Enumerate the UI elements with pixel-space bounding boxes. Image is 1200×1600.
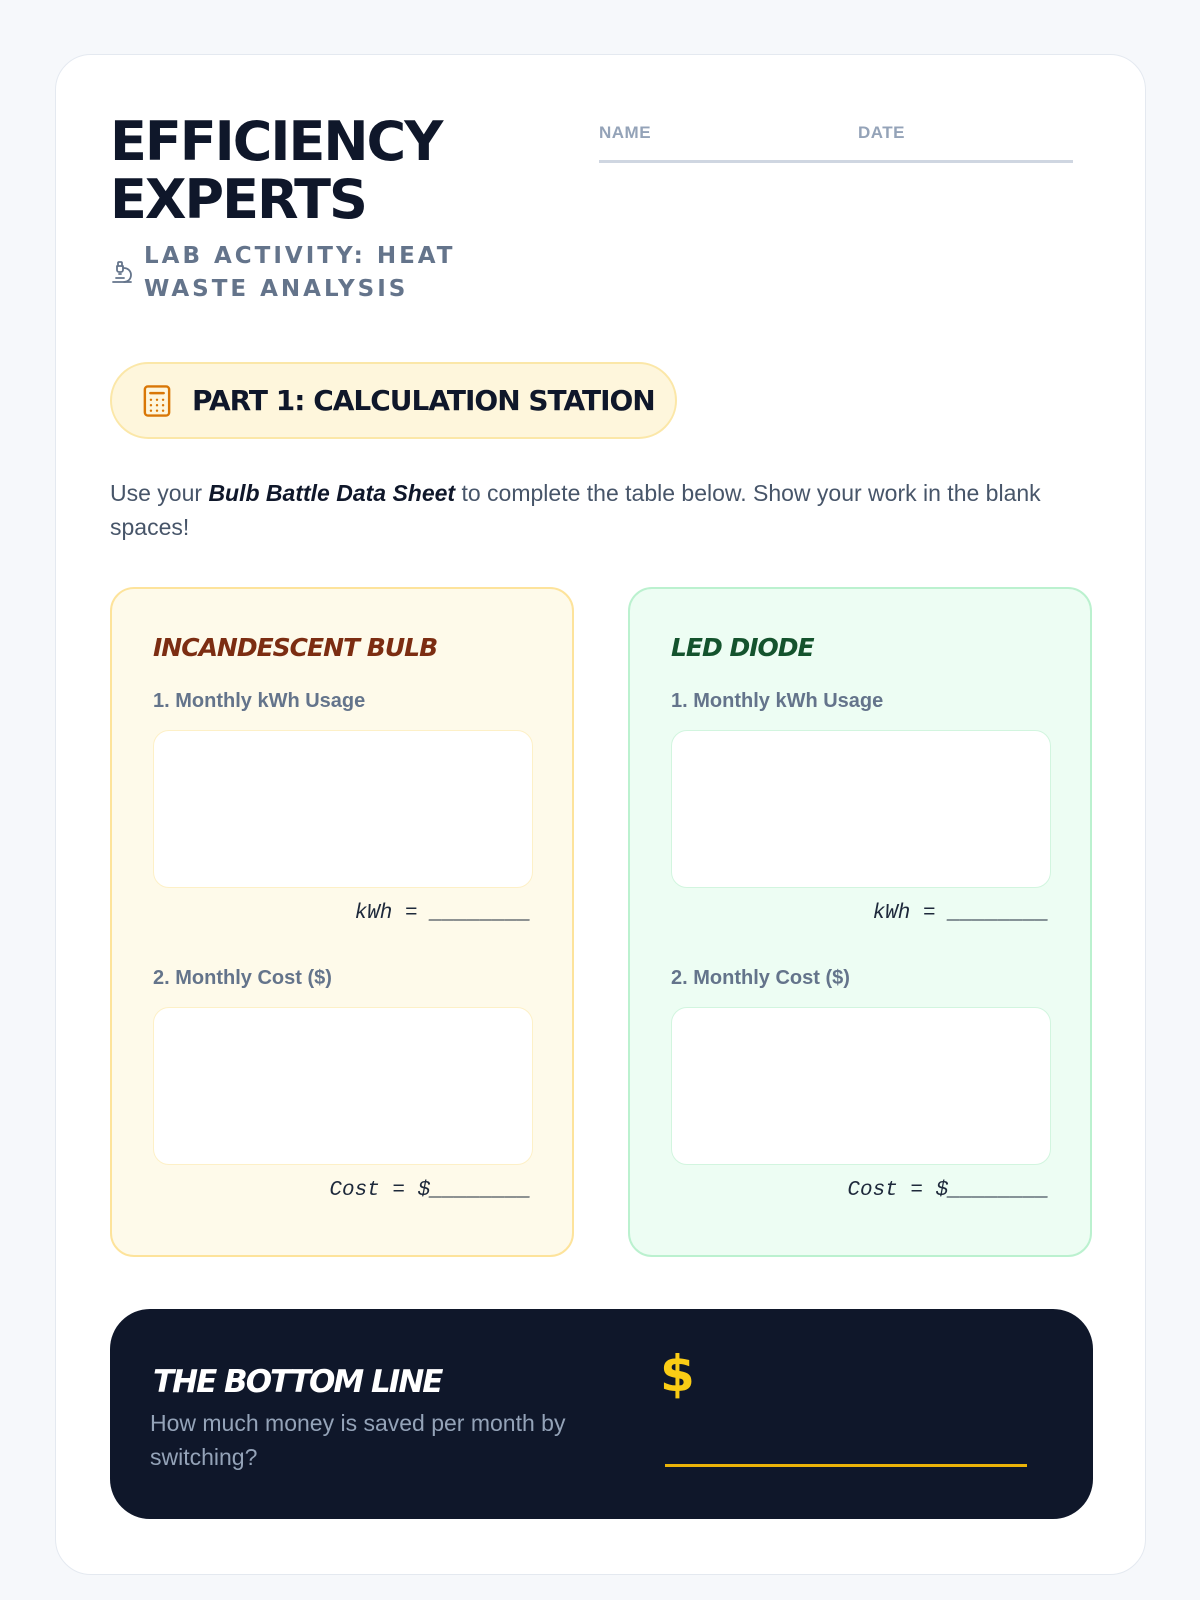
activity-subtitle: [110, 240, 550, 306]
bottom-line-question: How much money is saved per month by switching?: [150, 1410, 566, 1470]
incandescent-kwh-work-box[interactable]: [153, 730, 533, 888]
part-1-header: [110, 362, 677, 439]
led-kwh-work-box[interactable]: [671, 730, 1051, 888]
led-q2-label: 2. Monthly Cost ($): [671, 967, 850, 989]
incandescent-q2-label: 2. Monthly Cost ($): [153, 967, 332, 989]
dollar-sign: $: [660, 1345, 695, 1403]
subtitle-text: LAB ACTIVITY: HEAT WASTE ANALYSIS: [144, 243, 456, 302]
microscope-icon: [110, 260, 134, 284]
incandescent-title: INCANDESCENT BULB: [153, 633, 438, 662]
incandescent-cost-result[interactable]: Cost = $________: [329, 1179, 531, 1202]
instructions-emphasis: Bulb Battle Data Sheet: [208, 480, 456, 506]
incandescent-card: [110, 587, 574, 1257]
worksheet-title: [110, 110, 590, 231]
led-title: LED DIODE: [671, 633, 814, 662]
title-line-2: EXPERTS: [110, 168, 366, 231]
bottom-line-panel: [110, 1309, 1093, 1519]
led-card: [628, 587, 1092, 1257]
instructions-after: to complete the table below. Show your work in the blank spaces!: [110, 480, 1041, 540]
led-kwh-result[interactable]: kWh = ________: [872, 902, 1049, 925]
led-q1-label: 1. Monthly kWh Usage: [671, 690, 884, 712]
name-date-line[interactable]: [599, 123, 1073, 163]
instructions-text: [110, 476, 1070, 544]
incandescent-q1-label: 1. Monthly kWh Usage: [153, 690, 366, 712]
incandescent-kwh-result[interactable]: kWh = ________: [354, 902, 531, 925]
name-label: NAME: [599, 123, 652, 142]
incandescent-cost-work-box[interactable]: [153, 1007, 533, 1165]
worksheet-card: [55, 54, 1146, 1575]
instructions-before: Use your: [110, 480, 209, 506]
bottom-line-title: THE BOTTOM LINE: [153, 1364, 442, 1400]
date-label: DATE: [858, 123, 906, 142]
led-cost-result[interactable]: Cost = $________: [847, 1179, 1049, 1202]
part-1-label: PART 1: CALCULATION STATION: [192, 384, 655, 417]
led-cost-work-box[interactable]: [671, 1007, 1051, 1165]
calculator-icon: [142, 384, 172, 418]
title-line-1: EFFICIENCY: [110, 110, 442, 173]
savings-answer-line[interactable]: [665, 1464, 1027, 1467]
